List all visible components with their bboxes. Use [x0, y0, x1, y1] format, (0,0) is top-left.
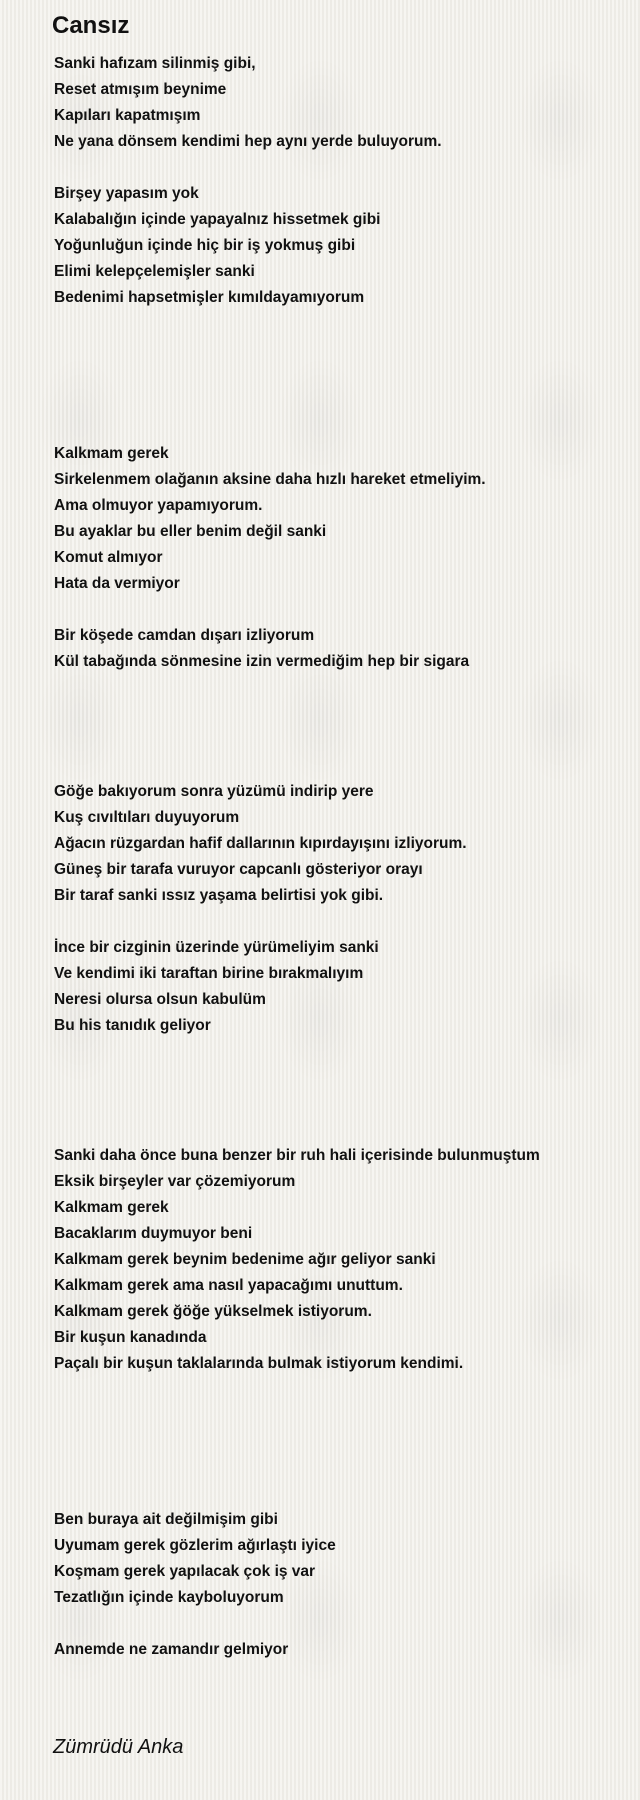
poem-line: Bir kuşun kanadında	[54, 1329, 207, 1346]
poem-line: Elimi kelepçelemişler sanki	[54, 263, 255, 280]
poem-line: Kalkmam gerek ama nasıl yapacağımı unuttum.	[54, 1277, 403, 1294]
poem-line: Bir taraf sanki ıssız yaşama belirtisi yok gibi.	[54, 887, 384, 904]
stanza-break	[54, 1039, 634, 1065]
poem-title: Cansız	[52, 12, 130, 39]
poem-line: Ve kendimi iki taraftan birine bırakmalıyım	[54, 965, 364, 982]
poem-line: Bedenimi hapsetmişler kımıldayamıyorum	[54, 289, 365, 306]
stanza-break	[54, 675, 634, 701]
stanza-break	[54, 1611, 634, 1637]
stanza-break	[54, 337, 634, 363]
poem-author: Zümrüdü Anka	[53, 1736, 184, 1758]
poem-line: Ağacın rüzgardan hafif dallarının kıpırdayışını izliyorum.	[54, 835, 467, 852]
poem-line: Güneş bir tarafa vuruyor capcanlı gösteriyor orayı	[54, 861, 423, 878]
poem-line: Kalkmam gerek ğöğe yükselmek istiyorum.	[54, 1303, 372, 1320]
poem-line: Birşey yapasım yok	[54, 185, 199, 202]
poem-line: Komut almıyor	[54, 549, 163, 566]
stanza-break	[54, 701, 634, 727]
poem-line: Neresi olursa olsun kabulüm	[54, 991, 266, 1008]
stanza-break	[54, 753, 634, 779]
stanza-break	[54, 909, 634, 935]
poem-line: Bu ayaklar bu eller benim değil sanki	[54, 523, 327, 540]
poem-line: Kalabalığın içinde yapayalnız hissetmek gibi	[54, 211, 381, 228]
poem-line: Göğe bakıyorum sonra yüzümü indirip yere	[54, 783, 374, 800]
poem-line: Annemde ne zamandır gelmiyor	[54, 1641, 289, 1658]
stanza-break	[54, 1455, 634, 1481]
poem-line: Bacaklarım duymuyor beni	[54, 1225, 253, 1242]
poem-line: Sirkelenmem olağanın aksine daha hızlı hareket etmeliyim.	[54, 471, 486, 488]
stanza-break	[54, 311, 634, 337]
stanza-break	[54, 155, 634, 181]
poem-line: Bu his tanıdık geliyor	[54, 1017, 211, 1034]
poem-line: Yoğunluğun içinde hiç bir iş yokmuş gibi	[54, 237, 356, 254]
poem-line: Reset atmışım beynime	[54, 81, 227, 98]
poem-line: Sanki hafızam silinmiş gibi,	[54, 55, 256, 72]
poem-line: Paçalı bir kuşun taklalarında bulmak istiyorum kendimi.	[54, 1355, 464, 1372]
poem-line: Bir köşede camdan dışarı izliyorum	[54, 627, 315, 644]
stanza-break	[54, 1481, 634, 1507]
poem-line: Ama olmuyor yapamıyorum.	[54, 497, 263, 514]
poem-body	[54, 51, 634, 1663]
poem-line: Tezatlığın içinde kayboluyorum	[54, 1589, 284, 1606]
stanza-break	[54, 1377, 634, 1403]
poem-line: Ben buraya ait değilmişim gibi	[54, 1511, 278, 1528]
poem-line: İnce bir cizginin üzerinde yürümeliyim sanki	[54, 939, 379, 956]
poem-line: Eksik birşeyler var çözemiyorum	[54, 1173, 296, 1190]
stanza-break	[54, 1065, 634, 1091]
poem-line: Sanki daha önce buna benzer bir ruh hali içerisinde bulunmuştum	[54, 1147, 540, 1164]
poem-line: Kalkmam gerek	[54, 445, 169, 462]
stanza-break	[54, 597, 634, 623]
stanza-break	[54, 363, 634, 389]
poem-line: Hata da vermiyor	[54, 575, 180, 592]
poem-line: Kalkmam gerek	[54, 1199, 169, 1216]
poem-line: Kül tabağında sönmesine izin vermediğim hep bir sigara	[54, 653, 470, 670]
poem-line: Ne yana dönsem kendimi hep aynı yerde buluyorum.	[54, 133, 442, 150]
stanza-break	[54, 1403, 634, 1429]
poem-line: Kalkmam gerek beynim bedenime ağır geliyor sanki	[54, 1251, 436, 1268]
stanza-break	[54, 1117, 634, 1143]
poem-line: Kapıları kapatmışım	[54, 107, 201, 124]
poem-line: Koşmam gerek yapılacak çok iş var	[54, 1563, 316, 1580]
stanza-break	[54, 1429, 634, 1455]
stanza-break	[54, 415, 634, 441]
poem-line: Uyumam gerek gözlerim ağırlaştı iyice	[54, 1537, 336, 1554]
poem-line: Kuş cıvıltıları duyuyorum	[54, 809, 240, 826]
stanza-break	[54, 389, 634, 415]
stanza-break	[54, 1091, 634, 1117]
stanza-break	[54, 727, 634, 753]
